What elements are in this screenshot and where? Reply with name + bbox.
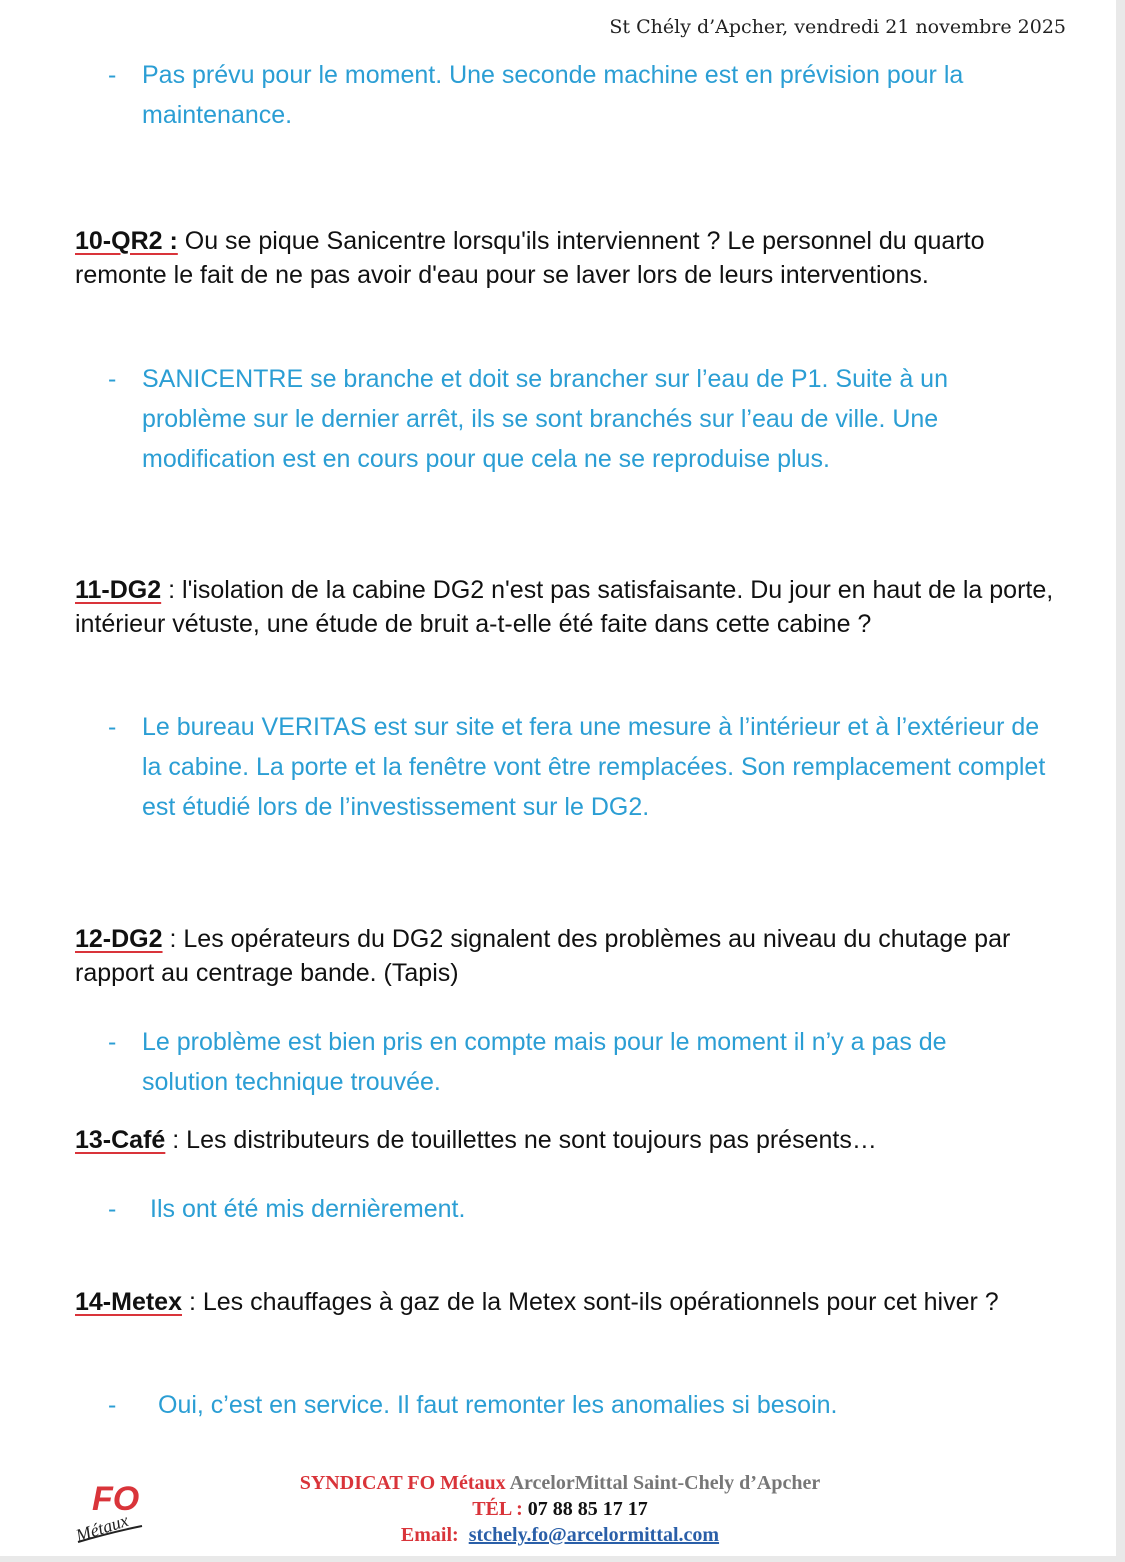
date-line: St Chély d’Apcher, vendredi 21 novembre 2025 bbox=[609, 16, 1066, 38]
union-name: SYNDICAT FO Métaux bbox=[299, 1472, 506, 1494]
answer-text: Le problème est bien pris en compte mais pour le moment il n’y a pas de solution technique trouvée. bbox=[142, 1028, 947, 1096]
answer-9 bbox=[108, 55, 1068, 135]
answer-text: Le bureau VERITAS est sur site et fera une mesure à l’intérieur et à l’extérieur de la cabine. La porte et la fenêtre vont être remplacées. Son remplacement complet est étudié lors de l’investissement sur le DG2. bbox=[142, 713, 1046, 821]
question-text: : Les opérateurs du DG2 signalent des problèmes au niveau du chutage par rapport au centrage bande. (Tapis) bbox=[75, 925, 1011, 987]
footer-phone-line bbox=[200, 1496, 920, 1522]
question-text: : l'isolation de la cabine DG2 n'est pas satisfaisante. Du jour en haut de la porte, intérieur vétuste, une étude de bruit a-t-elle été faite dans cette cabine ? bbox=[75, 576, 1054, 638]
question-label: 11-DG2 bbox=[75, 576, 162, 604]
question-10 bbox=[75, 224, 1075, 292]
question-13 bbox=[75, 1123, 1075, 1157]
email-link[interactable]: stchely.fo@arcelormittal.com bbox=[468, 1524, 720, 1546]
answer-11 bbox=[108, 707, 1068, 827]
question-text: : Les chauffages à gaz de la Metex sont-ils opérationnels pour cet hiver ? bbox=[182, 1288, 999, 1316]
question-label: 14-Metex bbox=[75, 1288, 182, 1316]
answer-text: Oui, c’est en service. Il faut remonter les anomalies si besoin. bbox=[158, 1391, 838, 1419]
footer-org-line bbox=[200, 1470, 920, 1496]
answer-text: Ils ont été mis dernièrement. bbox=[150, 1195, 466, 1223]
fo-metaux-logo bbox=[72, 1476, 152, 1546]
bullet-dash: - bbox=[108, 365, 117, 393]
footer-email-line bbox=[200, 1522, 920, 1548]
bullet-dash: - bbox=[108, 1028, 117, 1056]
question-text: : Les distributeurs de touillettes ne sont toujours pas présents… bbox=[165, 1126, 877, 1154]
answer-12 bbox=[108, 1022, 1068, 1102]
bullet-dash: - bbox=[108, 61, 117, 89]
answer-text: SANICENTRE se branche et doit se brancher sur l’eau de P1. Suite à un problème sur le dernier arrêt, ils se sont branchés sur l’eau de ville. Une modification est en cours pour que cela ne se reproduise plus. bbox=[142, 365, 948, 473]
question-label: 13-Café bbox=[75, 1126, 166, 1154]
answer-14 bbox=[108, 1385, 1068, 1425]
footer bbox=[0, 1468, 1116, 1556]
bullet-dash: - bbox=[108, 1391, 117, 1419]
question-12 bbox=[75, 922, 1075, 990]
question-label: 10-QR2 : bbox=[75, 227, 178, 255]
svg-text:Métaux: Métaux bbox=[73, 1509, 131, 1546]
answer-text: Pas prévu pour le moment. Une seconde machine est en prévision pour la maintenance. bbox=[142, 61, 964, 129]
question-text: Ou se pique Sanicentre lorsqu'ils interviennent ? Le personnel du quarto remonte le fait de ne pas avoir d'eau pour se laver lors de leurs interventions. bbox=[75, 227, 985, 289]
email-label: Email: bbox=[400, 1524, 469, 1546]
question-11 bbox=[75, 573, 1075, 641]
question-label: 12-DG2 bbox=[75, 925, 163, 953]
bullet-dash: - bbox=[108, 1195, 117, 1223]
phone-number: 07 88 85 17 17 bbox=[527, 1498, 648, 1520]
site-name: ArcelorMittal Saint-Chely d’Apcher bbox=[505, 1472, 821, 1494]
question-14 bbox=[75, 1285, 1075, 1319]
svg-text:FO: FO bbox=[92, 1480, 140, 1518]
answer-13 bbox=[108, 1189, 1068, 1229]
bullet-dash: - bbox=[108, 713, 117, 741]
phone-label: TÉL : bbox=[472, 1498, 528, 1520]
answer-10 bbox=[108, 359, 1068, 479]
